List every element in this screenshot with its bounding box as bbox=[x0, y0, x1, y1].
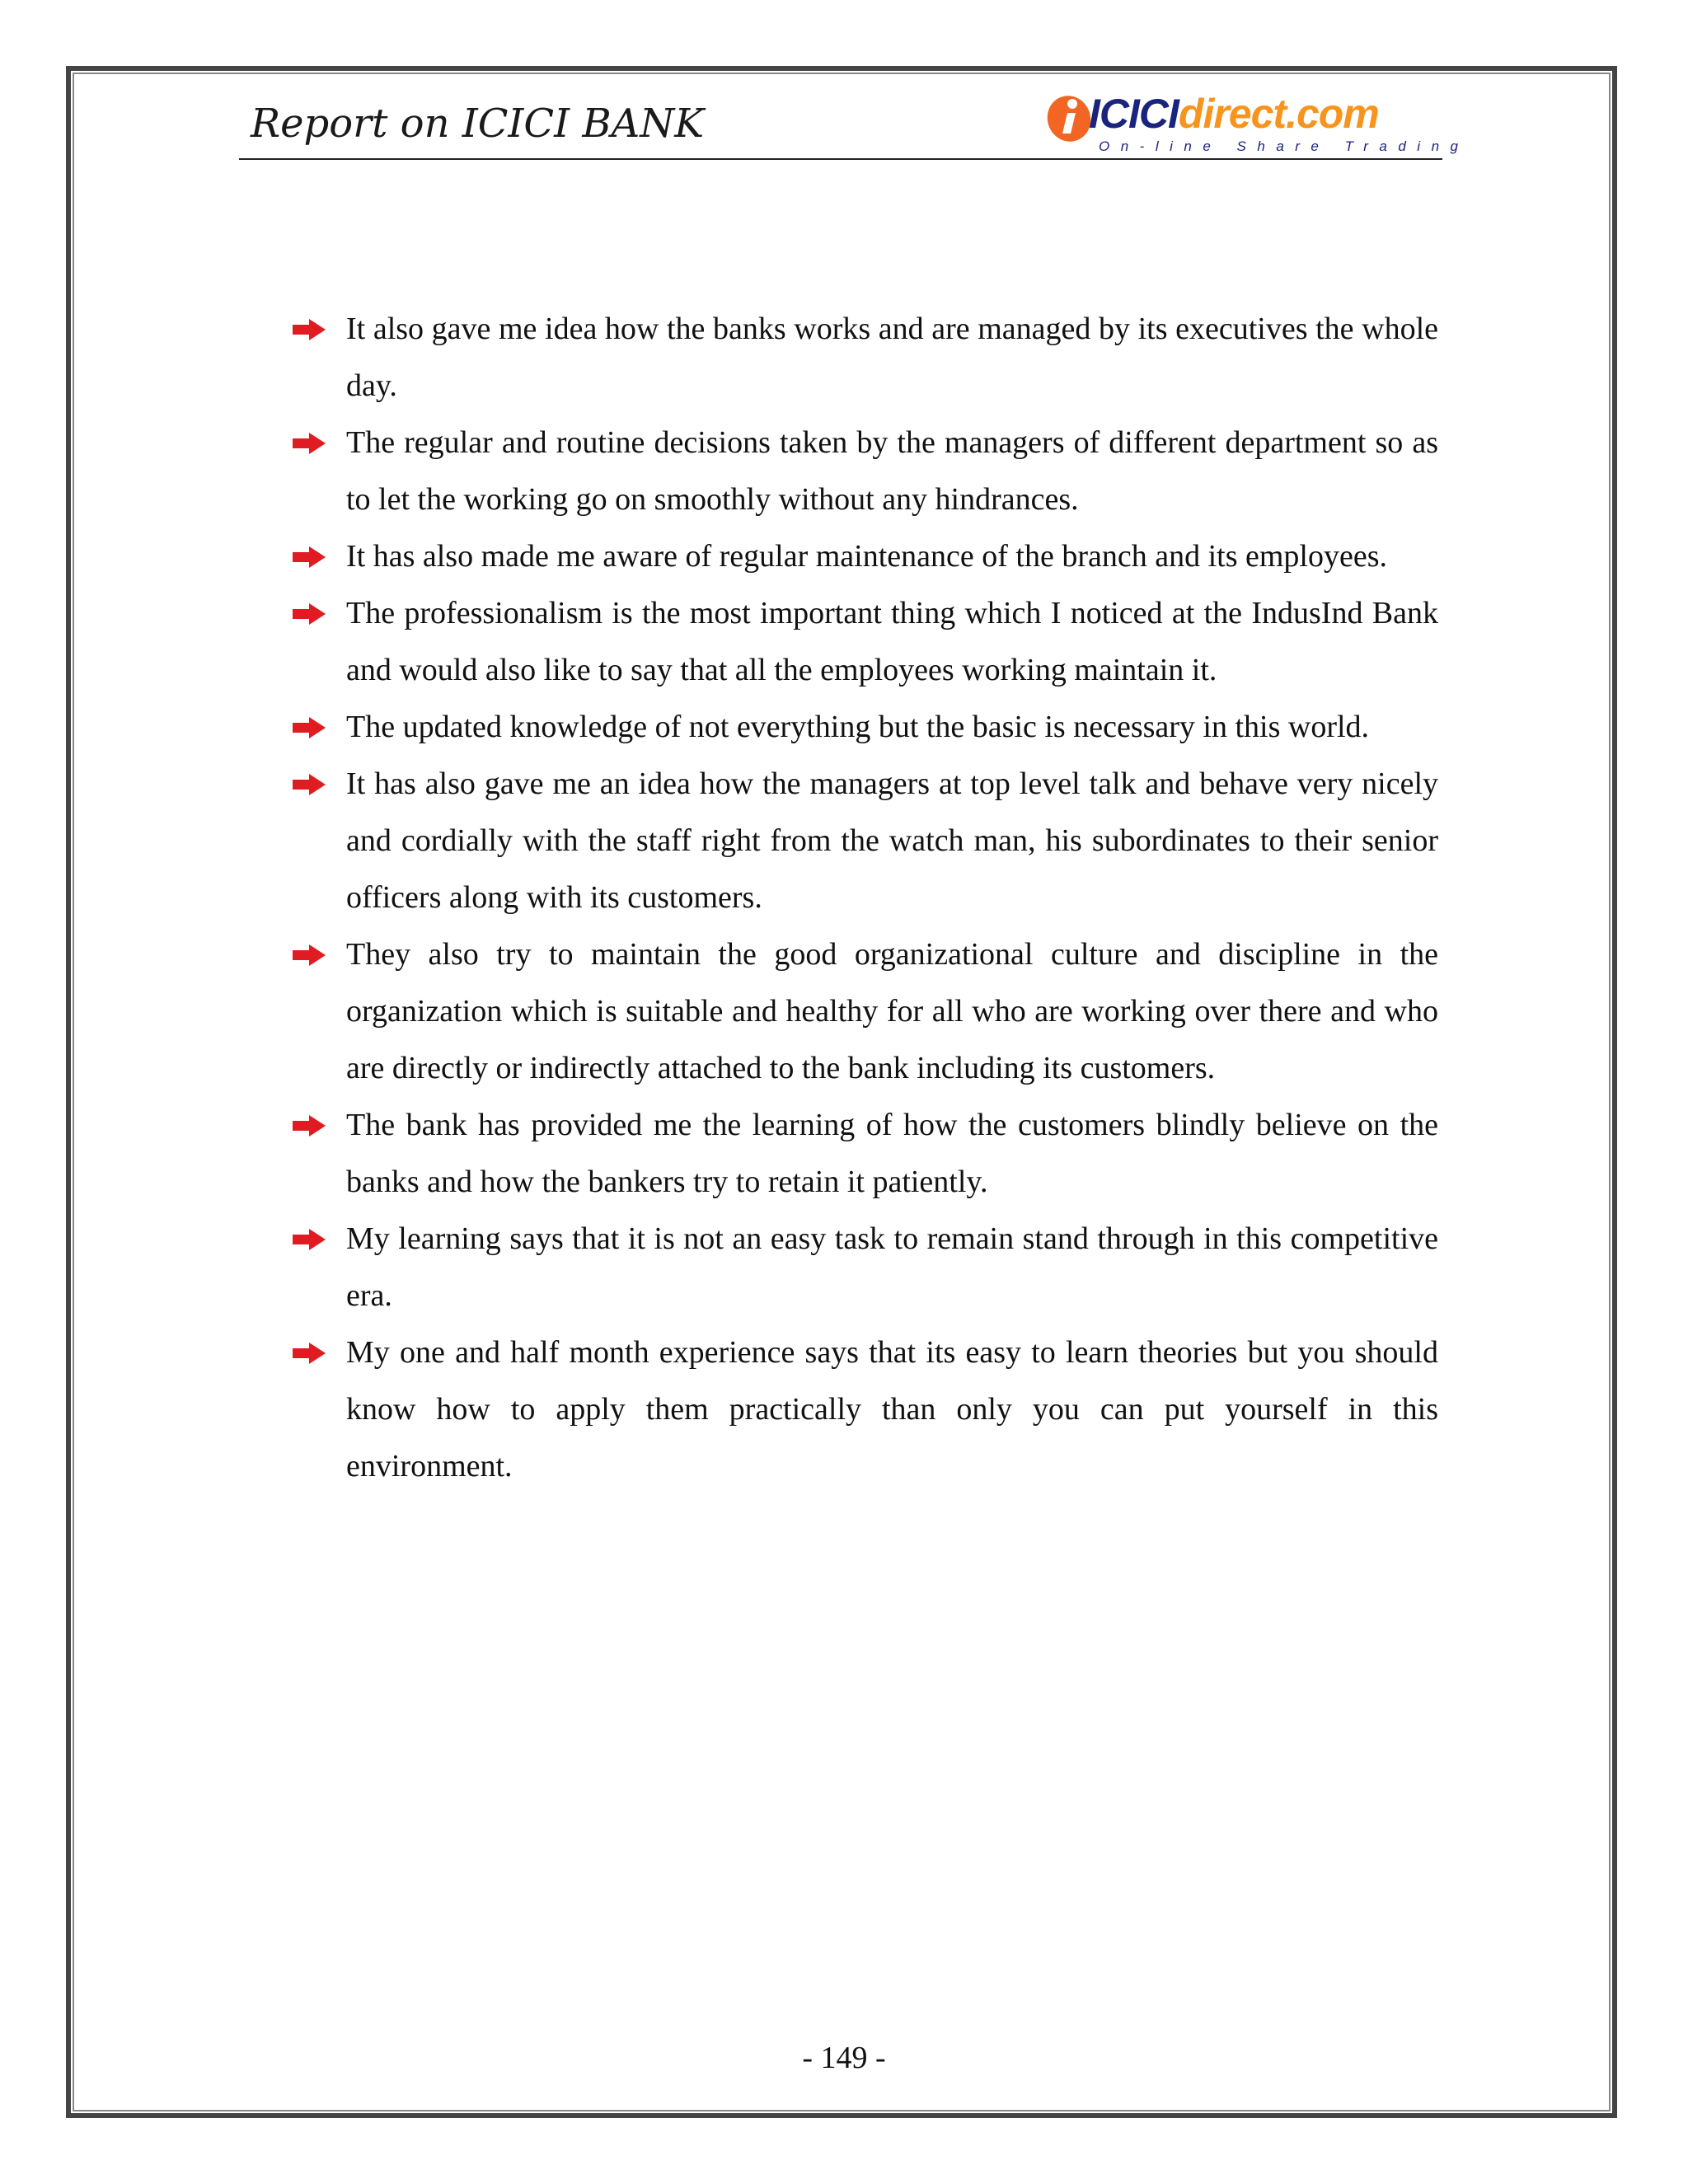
list-item bbox=[293, 1324, 1438, 1495]
list-item-text: The bank has provided me the learning of how the customers blindly believe on the banks and how the bankers try to retain it patiently. bbox=[346, 1108, 1438, 1199]
list-item bbox=[293, 415, 1438, 528]
list-item bbox=[293, 528, 1438, 585]
list-item bbox=[293, 1211, 1438, 1324]
list-item bbox=[293, 301, 1438, 415]
report-title: Report on ICICI BANK bbox=[251, 101, 705, 147]
red-right-arrow-icon bbox=[293, 1229, 326, 1250]
list-item bbox=[293, 699, 1438, 756]
list-item-text: It has also made me aware of regular maintenance of the branch and its employees. bbox=[346, 539, 1387, 574]
red-right-arrow-icon bbox=[293, 1343, 326, 1364]
list-item-text: It has also gave me an idea how the managers at top level talk and behave very nicely and cordially with the staff right from the watch man, his subordinates to their senior officers along with its customers. bbox=[346, 766, 1438, 915]
list-item-text: My one and half month experience says that its easy to learn theories but you should know how to apply them practically than only you can put yourself in this environment. bbox=[346, 1335, 1438, 1483]
list-item bbox=[293, 756, 1438, 926]
red-right-arrow-icon bbox=[293, 717, 326, 738]
logo-wordmark bbox=[1089, 91, 1379, 137]
icici-logo-mark-icon bbox=[1043, 91, 1095, 143]
red-right-arrow-icon bbox=[293, 944, 326, 966]
list-item bbox=[293, 585, 1438, 699]
red-right-arrow-icon bbox=[293, 433, 326, 454]
list-item-text: My learning says that it is not an easy task to remain stand through in this competitive era. bbox=[346, 1221, 1438, 1313]
red-right-arrow-icon bbox=[293, 546, 326, 568]
list-item bbox=[293, 926, 1438, 1097]
list-item-text: It also gave me idea how the banks works and are managed by its executives the whole day. bbox=[346, 312, 1438, 403]
page-number: - 149 - bbox=[802, 2041, 886, 2075]
list-item-text: They also try to maintain the good organizational culture and discipline in the organization which is suitable and healthy for all who are working over there and who are directly or indirectly attached to the bank including its customers. bbox=[346, 937, 1438, 1085]
icici-direct-logo bbox=[1043, 91, 1470, 157]
logo-brand: ICICI bbox=[1089, 91, 1179, 137]
main-content bbox=[293, 301, 1438, 1495]
logo-domain: direct.com bbox=[1178, 91, 1379, 137]
list-item-text: The professionalism is the most important thing which I noticed at the IndusInd Bank and would also like to say that all the employees working maintain it. bbox=[346, 596, 1438, 687]
list-item bbox=[293, 1097, 1438, 1211]
red-right-arrow-icon bbox=[293, 774, 326, 795]
red-right-arrow-icon bbox=[293, 603, 326, 625]
page-header bbox=[239, 91, 1470, 160]
bullet-list bbox=[293, 301, 1438, 1495]
logo-tagline: On-line Share Trading bbox=[1099, 138, 1470, 154]
red-right-arrow-icon bbox=[293, 1115, 326, 1137]
list-item-text: The updated knowledge of not everything but the basic is necessary in this world. bbox=[346, 710, 1370, 744]
list-item-text: The regular and routine decisions taken by the managers of different department so as to let the working go on smoothly without any hindrances. bbox=[346, 425, 1438, 517]
red-right-arrow-icon bbox=[293, 319, 326, 340]
